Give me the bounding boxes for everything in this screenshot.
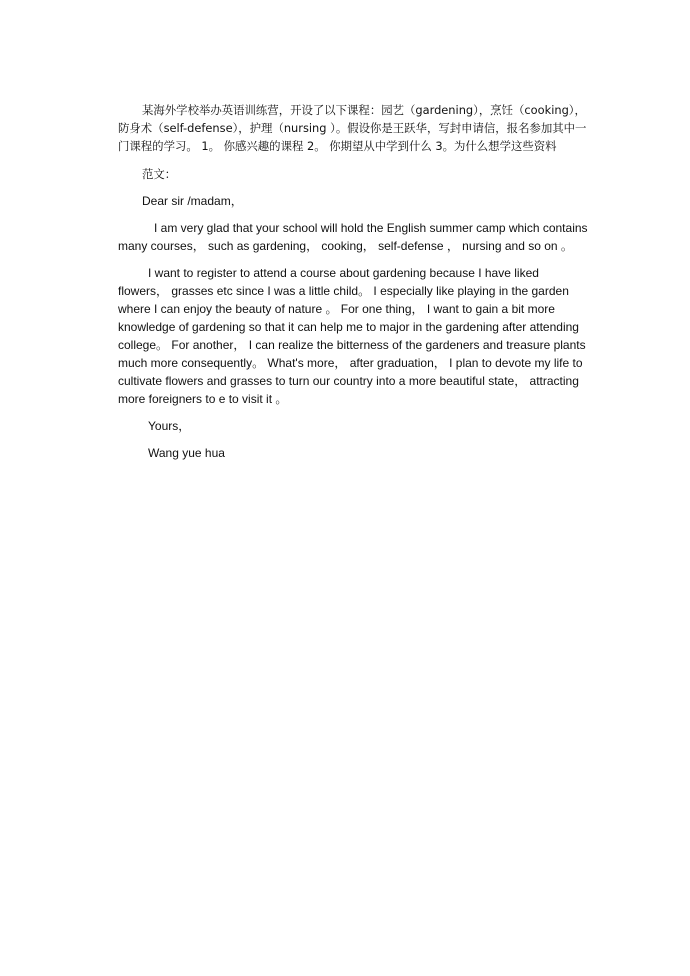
letter-paragraph-1: I am very glad that your school will hold the English summer camp which contains many courses， such as gardening， cooking， self-defense ， nursing and so on 。 (118, 221, 588, 253)
letter-signature: Wang yue hua (148, 446, 225, 460)
letter-paragraph-2: I want to register to attend a course about gardening because I have liked flowers， grasses etc since I was a little child。 I especially like playing in the garden where I can enjoy the beauty of nature 。 For one thing， I want to gain a bit more knowledge of gardening so that it can help me to major in the gardening after attending college。 For another， I can realize the bitterness of the gardeners and treasure plants much more consequently。 What's more， after graduation， I plan to devote my life to cultivate flowers and grasses to turn our country into a more beautiful state， attracting more foreigners to e to visit it 。 (118, 266, 586, 406)
letter-salutation: Dear sir /madam， (142, 194, 243, 208)
letter-closing: Yours， (148, 419, 191, 433)
document-content (118, 101, 588, 462)
task-prompt: 某海外学校举办英语训练营，开设了以下课程：园艺（gardening），烹饪（cooking），防身术（self-defense），护理（nursing ）。假设你是王跃华，写封申请信，报名参加其中一门课程的学习。 1。 你感兴趣的课程 2。 你期望从中学到什么 3。为什么想学这些资料 (118, 103, 587, 153)
sample-essay-label: 范文： (142, 167, 177, 181)
